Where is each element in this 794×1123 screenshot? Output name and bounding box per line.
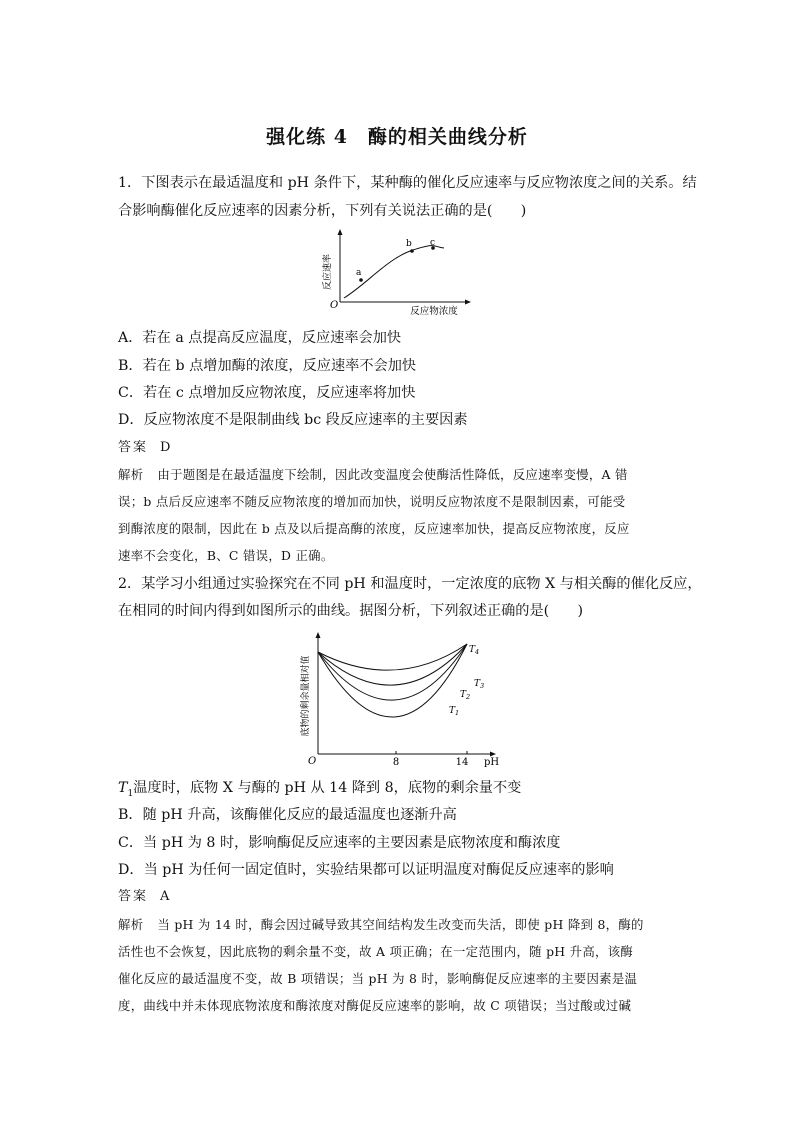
- q2-answer-label: 答案: [118, 889, 149, 904]
- page-title: 强化练 4 酶的相关曲线分析: [266, 126, 528, 148]
- q2-option-a: $T_1$温度时，底物 X 与酶的 pH 从 14 降到 8，底物的剩余量不变: [118, 780, 522, 799]
- q2-option-c: C．当 pH 为 8 时，影响酶促反应速率的主要因素是底物浓度和酶浓度: [118, 835, 561, 851]
- q1-analysis-label: 解析: [118, 467, 144, 482]
- q1-label-b: b: [406, 239, 412, 249]
- q2-option-d: D．当 pH 为任何一固定值时，实验结果都可以证明温度对酶促反应速率的影响: [118, 862, 614, 878]
- q2-stem-line2: 在相同的时间内得到如图所示的曲线。据图分析，下列叙述正确的是( ): [118, 603, 584, 619]
- q2-y-label: 底物的剩余量相对值: [301, 655, 311, 737]
- q1-analysis-line3: 到酶浓度的限制，因此在 b 点及以后提高酶的浓度，反应速率加快，提高反应物浓度，反应: [118, 521, 630, 536]
- q2-analysis-line1: [118, 911, 684, 939]
- q2-figure: [296, 630, 506, 770]
- q1-option-d: D．反应物浓度不是限制曲线 bc 段反应速率的主要因素: [118, 412, 468, 428]
- q1-stem-line1: 1．下图表示在最适温度和 pH 条件下，某种酶的催化反应速率与反应物浓度之间的关系。结: [118, 175, 697, 191]
- q2-option-b: B．随 pH 升高，该酶催化反应的最适温度也逐渐升高: [118, 807, 457, 823]
- q2-curve-t2: [318, 644, 467, 700]
- q1-label-c: c: [430, 238, 436, 248]
- q1-analysis-line1: [118, 461, 684, 489]
- q1-figure: [318, 228, 478, 320]
- q2-curve-t3: [318, 644, 467, 685]
- q1-answer: [118, 434, 170, 462]
- q1-option-c: C．若在 c 点增加反应物浓度，反应速率将加快: [118, 385, 416, 401]
- q1-x-arrow: [465, 300, 471, 305]
- q2-x-label: pH: [484, 757, 500, 768]
- q2-answer-value: A: [160, 889, 170, 904]
- q1-x-label: 反应物浓度: [410, 306, 458, 317]
- q1-answer-label: 答案: [118, 440, 149, 455]
- q2-option-a-text: 温度时，底物 X 与酶的 pH 从 14 降到 8，底物的剩余量不变: [133, 780, 522, 796]
- q1-analysis-line2: 误；b 点后反应速率不随反应物浓度的增加而加快，说明反应物浓度不是限制因素，可能受: [118, 494, 626, 509]
- q1-y-arrow: [338, 229, 343, 235]
- q2-curve-t4: [318, 644, 467, 670]
- q2-stem-line1: 2．某学习小组通过实验探究在不同 pH 和温度时，一定浓度的底物 X 与相关酶的催化反应，: [118, 576, 702, 592]
- q2-analysis-line3: 催化反应的最适温度不变，故 B 项错误；当 pH 为 8 时，影响酶促反应速率的主要因素是温: [118, 971, 638, 986]
- q1-point-a: [359, 278, 363, 282]
- q2-y-arrow: [316, 632, 321, 638]
- q2-label-t1: $T_1$: [449, 706, 460, 717]
- q1-point-b: [410, 249, 414, 253]
- q1-origin: O: [330, 300, 339, 311]
- q1-label-a: a: [356, 268, 362, 278]
- q1-analysis-text1: 由于题图是在最适温度下绘制，因此改变温度会使酶活性降低，反应速率变慢，A 错: [157, 467, 628, 482]
- q2-label-t3: $T_3$: [474, 679, 485, 690]
- q1-option-b: B．若在 b 点增加酶的浓度，反应速率不会加快: [118, 358, 417, 374]
- q2-tick-14-label: 14: [455, 757, 469, 768]
- q2-curve-t1: [318, 644, 467, 717]
- q1-stem-line2: 合影响酶催化反应速率的因素分析，下列有关说法正确的是( ): [118, 203, 527, 219]
- q2-x-arrow: [490, 752, 496, 757]
- q1-y-label: 反应速率: [323, 253, 333, 291]
- q2-tick-8-label: 8: [392, 757, 400, 768]
- q2-analysis-label: 解析: [118, 917, 144, 932]
- q2-analysis-text1: 当 pH 为 14 时，酶会因过碱导致其空间结构发生改变而失活，即使 pH 降到 8，酶的: [157, 917, 644, 932]
- q2-analysis-line2: 活性也不会恢复，因此底物的剩余量不变，故 A 项正确；在一定范围内，随 pH 升高，该酶: [118, 944, 634, 959]
- q2-label-t2: $T_2$: [460, 690, 471, 701]
- q1-answer-value: D: [160, 440, 171, 455]
- q2-origin: O: [308, 756, 317, 767]
- q1-option-a: A．若在 a 点提高反应温度，反应速率会加快: [118, 330, 402, 346]
- q2-analysis-line4: 度，曲线中并未体现底物浓度和酶浓度对酶促反应速率的影响，故 C 项错误；当过酸或过碱: [118, 998, 632, 1013]
- q2-label-t4: $T_4$: [469, 645, 480, 656]
- q2-answer: [118, 883, 169, 911]
- q1-analysis-line4: 速率不会变化，B、C 错误，D 正确。: [118, 548, 334, 563]
